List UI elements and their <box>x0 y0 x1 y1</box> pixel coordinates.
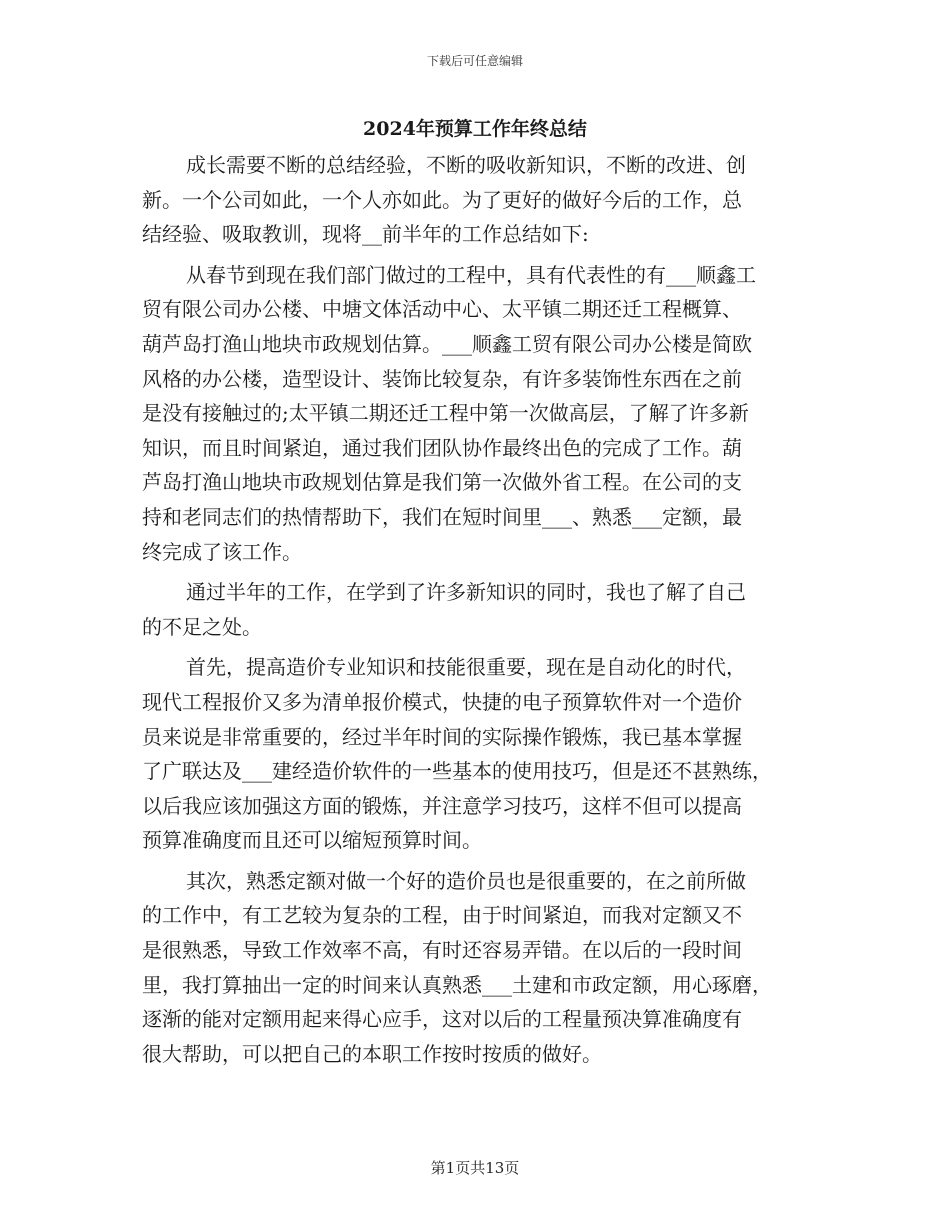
text-line: 首先，提高造价专业知识和技能很重要，现在是自动化的时代， <box>186 655 746 680</box>
text-line: 很大帮助，可以把自己的本职工作按时按质的做好。 <box>142 1041 602 1066</box>
text-line: 是很熟悉，导致工作效率不高，有时还容易弄错。在以后的一段时间 <box>142 938 742 963</box>
text-line: 逐渐的能对定额用起来得心应手，这对以后的工程量预决算准确度有 <box>142 1007 742 1032</box>
text-line: 结经验、吸取教训，现将__前半年的工作总结如下: <box>142 222 589 247</box>
header-note: 下载后可任意编辑 <box>426 54 523 68</box>
text-line: 风格的办公楼，造型设计、装饰比较复杂，有许多装饰性东西在之前 <box>142 366 742 391</box>
text-line: 新。一个公司如此，一个人亦如此。为了更好的做好今后的工作，总 <box>142 187 742 212</box>
text-line: 以后我应该加强这方面的锻炼，并注意学习技巧，这样不但可以提高 <box>142 793 742 818</box>
text-line: 预算准确度而且还可以缩短预算时间。 <box>142 828 482 853</box>
text-line: 的工作中，有工艺较为复杂的工程，由于时间紧迫，而我对定额又不 <box>142 903 742 928</box>
text-line: 其次，熟悉定额对做一个好的造价员也是很重要的，在之前所做 <box>186 868 746 893</box>
text-line: 员来说是非常重要的，经过半年时间的实际操作锻炼，我已基本掌握 <box>142 724 742 749</box>
text-line: 持和老同志们的热情帮助下，我们在短时间里___、熟悉___定额，最 <box>142 504 742 529</box>
text-line: 是没有接触过的;太平镇二期还迁工程中第一次做高层，了解了许多新 <box>142 401 749 426</box>
text-line: 贸有限公司办公楼、中塘文体活动中心、太平镇二期还迁工程概算、 <box>142 297 742 322</box>
text-line: 终完成了该工作。 <box>142 539 302 564</box>
page-footer: 第1页共13页 <box>430 1159 520 1177</box>
text-line: 的不足之处。 <box>142 614 262 639</box>
text-line: 芦岛打渔山地块市政规划估算是我们第一次做外省工程。在公司的支 <box>142 470 742 495</box>
text-line: 从春节到现在我们部门做过的工程中，具有代表性的有___顺鑫工 <box>186 262 756 287</box>
text-line: 了广联达及___建经造价软件的一些基本的使用技巧，但是还不甚熟练， <box>142 759 772 784</box>
text-line: 知识，而且时间紧迫，通过我们团队协作最终出色的完成了工作。葫 <box>142 435 742 460</box>
text-line: 里，我打算抽出一定的时间来认真熟悉___土建和市政定额，用心琢磨， <box>142 972 772 997</box>
document-body <box>142 148 802 1071</box>
text-line: 通过半年的工作，在学到了许多新知识的同时，我也了解了自己 <box>186 580 746 605</box>
document-title: 2024年预算工作年终总结 <box>363 118 587 140</box>
text-line: 现代工程报价又多为清单报价模式，快捷的电子预算软件对一个造价 <box>142 689 742 714</box>
text-line: 成长需要不断的总结经验，不断的吸收新知识，不断的改进、创 <box>186 153 746 177</box>
text-line: 葫芦岛打渔山地块市政规划估算。___顺鑫工贸有限公司办公楼是简欧 <box>142 331 752 356</box>
